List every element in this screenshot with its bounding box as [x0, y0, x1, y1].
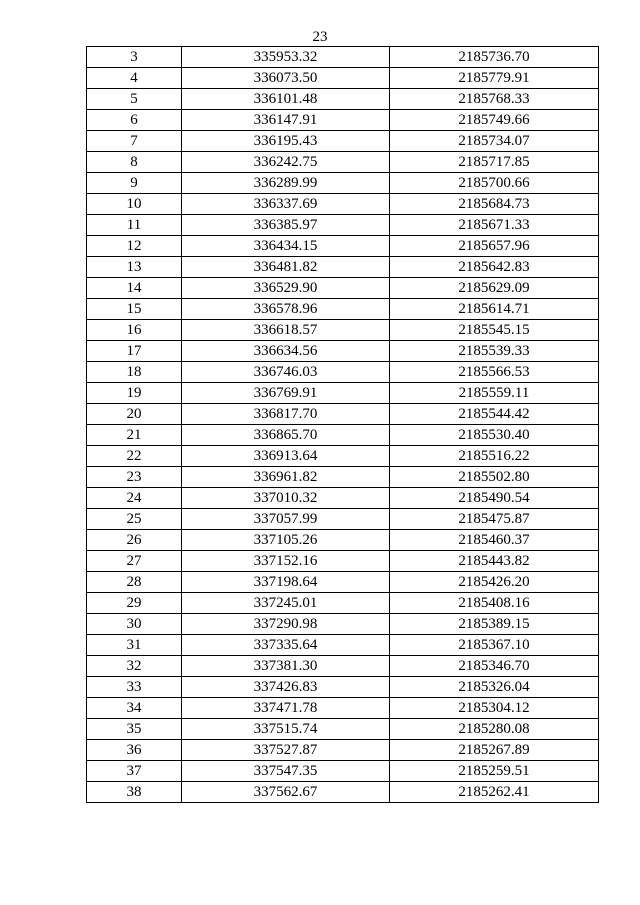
point-number-cell: 17 [87, 341, 182, 362]
y-coordinate-cell: 2185460.37 [390, 530, 599, 551]
point-number-cell: 13 [87, 257, 182, 278]
x-coordinate-cell: 336101.48 [182, 89, 390, 110]
table-row [87, 509, 599, 530]
x-coordinate-cell: 336913.64 [182, 446, 390, 467]
point-number-cell: 22 [87, 446, 182, 467]
x-coordinate-cell: 336529.90 [182, 278, 390, 299]
x-coordinate-cell: 337152.16 [182, 551, 390, 572]
table-row [87, 257, 599, 278]
point-number-cell: 21 [87, 425, 182, 446]
table-row [87, 614, 599, 635]
y-coordinate-cell: 2185671.33 [390, 215, 599, 236]
point-number-cell: 14 [87, 278, 182, 299]
table-row [87, 761, 599, 782]
y-coordinate-cell: 2185475.87 [390, 509, 599, 530]
x-coordinate-cell: 337426.83 [182, 677, 390, 698]
x-coordinate-cell: 336385.97 [182, 215, 390, 236]
table-row [87, 236, 599, 257]
table-row [87, 131, 599, 152]
x-coordinate-cell: 336618.57 [182, 320, 390, 341]
page-number: 23 [312, 29, 328, 45]
point-number-cell: 18 [87, 362, 182, 383]
x-coordinate-cell: 337105.26 [182, 530, 390, 551]
table-row [87, 299, 599, 320]
y-coordinate-cell: 2185259.51 [390, 761, 599, 782]
y-coordinate-cell: 2185657.96 [390, 236, 599, 257]
y-coordinate-cell: 2185559.11 [390, 383, 599, 404]
table-row [87, 698, 599, 719]
point-number-cell: 32 [87, 656, 182, 677]
y-coordinate-cell: 2185304.12 [390, 698, 599, 719]
x-coordinate-cell: 336147.91 [182, 110, 390, 131]
table-row [87, 173, 599, 194]
y-coordinate-cell: 2185530.40 [390, 425, 599, 446]
y-coordinate-cell: 2185262.41 [390, 782, 599, 803]
table-row [87, 572, 599, 593]
point-number-cell: 8 [87, 152, 182, 173]
x-coordinate-cell: 336434.15 [182, 236, 390, 257]
coordinates-table [86, 46, 599, 803]
table-row [87, 341, 599, 362]
point-number-cell: 12 [87, 236, 182, 257]
table-row [87, 404, 599, 425]
point-number-cell: 9 [87, 173, 182, 194]
table-row [87, 446, 599, 467]
table-row [87, 362, 599, 383]
x-coordinate-cell: 337515.74 [182, 719, 390, 740]
table-row [87, 425, 599, 446]
y-coordinate-cell: 2185267.89 [390, 740, 599, 761]
point-number-cell: 33 [87, 677, 182, 698]
y-coordinate-cell: 2185700.66 [390, 173, 599, 194]
x-coordinate-cell: 336195.43 [182, 131, 390, 152]
point-number-cell: 16 [87, 320, 182, 341]
point-number-cell: 38 [87, 782, 182, 803]
x-coordinate-cell: 336746.03 [182, 362, 390, 383]
x-coordinate-cell: 336481.82 [182, 257, 390, 278]
x-coordinate-cell: 337057.99 [182, 509, 390, 530]
y-coordinate-cell: 2185779.91 [390, 68, 599, 89]
y-coordinate-cell: 2185684.73 [390, 194, 599, 215]
point-number-cell: 36 [87, 740, 182, 761]
y-coordinate-cell: 2185367.10 [390, 635, 599, 656]
y-coordinate-cell: 2185389.15 [390, 614, 599, 635]
y-coordinate-cell: 2185614.71 [390, 299, 599, 320]
table-row [87, 383, 599, 404]
y-coordinate-cell: 2185408.16 [390, 593, 599, 614]
x-coordinate-cell: 336769.91 [182, 383, 390, 404]
x-coordinate-cell: 336073.50 [182, 68, 390, 89]
y-coordinate-cell: 2185326.04 [390, 677, 599, 698]
y-coordinate-cell: 2185544.42 [390, 404, 599, 425]
point-number-cell: 26 [87, 530, 182, 551]
point-number-cell: 25 [87, 509, 182, 530]
x-coordinate-cell: 337381.30 [182, 656, 390, 677]
table-row [87, 110, 599, 131]
x-coordinate-cell: 336242.75 [182, 152, 390, 173]
y-coordinate-cell: 2185736.70 [390, 47, 599, 68]
point-number-cell: 11 [87, 215, 182, 236]
point-number-cell: 6 [87, 110, 182, 131]
x-coordinate-cell: 337010.32 [182, 488, 390, 509]
point-number-cell: 29 [87, 593, 182, 614]
y-coordinate-cell: 2185502.80 [390, 467, 599, 488]
point-number-cell: 30 [87, 614, 182, 635]
x-coordinate-cell: 337471.78 [182, 698, 390, 719]
y-coordinate-cell: 2185426.20 [390, 572, 599, 593]
point-number-cell: 31 [87, 635, 182, 656]
table-row [87, 68, 599, 89]
x-coordinate-cell: 336634.56 [182, 341, 390, 362]
table-row [87, 656, 599, 677]
table-row [87, 488, 599, 509]
point-number-cell: 34 [87, 698, 182, 719]
y-coordinate-cell: 2185280.08 [390, 719, 599, 740]
table-row [87, 320, 599, 341]
point-number-cell: 3 [87, 47, 182, 68]
x-coordinate-cell: 337527.87 [182, 740, 390, 761]
y-coordinate-cell: 2185642.83 [390, 257, 599, 278]
x-coordinate-cell: 337290.98 [182, 614, 390, 635]
table-row [87, 635, 599, 656]
y-coordinate-cell: 2185516.22 [390, 446, 599, 467]
x-coordinate-cell: 336865.70 [182, 425, 390, 446]
table-row [87, 593, 599, 614]
table-row [87, 719, 599, 740]
x-coordinate-cell: 336961.82 [182, 467, 390, 488]
x-coordinate-cell: 337198.64 [182, 572, 390, 593]
point-number-cell: 23 [87, 467, 182, 488]
table-row [87, 530, 599, 551]
y-coordinate-cell: 2185443.82 [390, 551, 599, 572]
x-coordinate-cell: 337245.01 [182, 593, 390, 614]
point-number-cell: 27 [87, 551, 182, 572]
point-number-cell: 15 [87, 299, 182, 320]
coordinates-table-body [87, 47, 599, 803]
table-row [87, 89, 599, 110]
x-coordinate-cell: 337562.67 [182, 782, 390, 803]
x-coordinate-cell: 336289.99 [182, 173, 390, 194]
point-number-cell: 24 [87, 488, 182, 509]
point-number-cell: 10 [87, 194, 182, 215]
table-row [87, 194, 599, 215]
table-row [87, 47, 599, 68]
y-coordinate-cell: 2185539.33 [390, 341, 599, 362]
point-number-cell: 37 [87, 761, 182, 782]
x-coordinate-cell: 336578.96 [182, 299, 390, 320]
point-number-cell: 28 [87, 572, 182, 593]
y-coordinate-cell: 2185629.09 [390, 278, 599, 299]
y-coordinate-cell: 2185734.07 [390, 131, 599, 152]
table-row [87, 551, 599, 572]
y-coordinate-cell: 2185768.33 [390, 89, 599, 110]
point-number-cell: 20 [87, 404, 182, 425]
point-number-cell: 4 [87, 68, 182, 89]
point-number-cell: 5 [87, 89, 182, 110]
x-coordinate-cell: 335953.32 [182, 47, 390, 68]
y-coordinate-cell: 2185490.54 [390, 488, 599, 509]
table-row [87, 278, 599, 299]
table-row [87, 467, 599, 488]
point-number-cell: 35 [87, 719, 182, 740]
x-coordinate-cell: 336817.70 [182, 404, 390, 425]
y-coordinate-cell: 2185749.66 [390, 110, 599, 131]
table-row [87, 215, 599, 236]
point-number-cell: 7 [87, 131, 182, 152]
table-row [87, 677, 599, 698]
table-row [87, 782, 599, 803]
x-coordinate-cell: 337547.35 [182, 761, 390, 782]
table-row [87, 740, 599, 761]
y-coordinate-cell: 2185717.85 [390, 152, 599, 173]
y-coordinate-cell: 2185545.15 [390, 320, 599, 341]
y-coordinate-cell: 2185566.53 [390, 362, 599, 383]
point-number-cell: 19 [87, 383, 182, 404]
table-row [87, 152, 599, 173]
x-coordinate-cell: 336337.69 [182, 194, 390, 215]
x-coordinate-cell: 337335.64 [182, 635, 390, 656]
y-coordinate-cell: 2185346.70 [390, 656, 599, 677]
